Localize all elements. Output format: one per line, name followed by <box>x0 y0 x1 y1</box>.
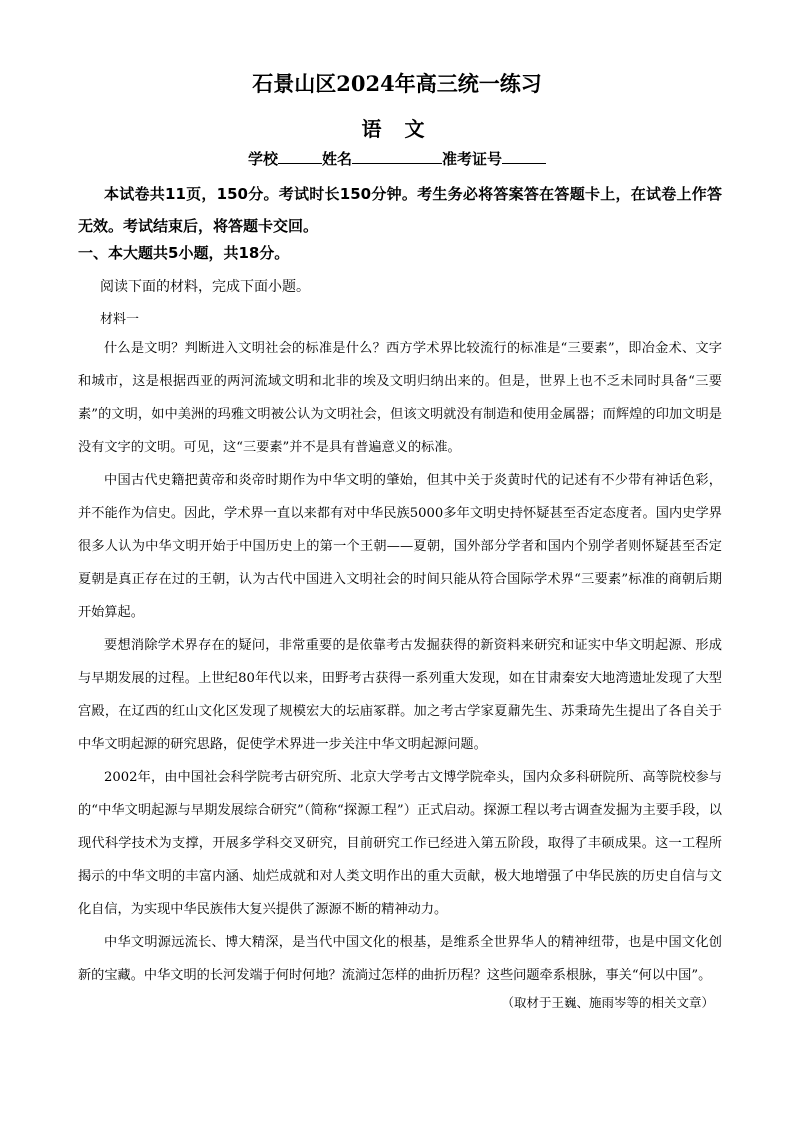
candidate-info-line <box>0 148 794 169</box>
material-label: 材料一 <box>100 312 140 327</box>
paragraph: 中华文明源远流长、博大精深，是当代中国文化的根基，是维系全世界华人的精神纽带，也是中国文化创新的宝藏。中华文明的长河发端于何时何地？流淌过怎样的曲折历程？这些问题牵系根脉，事关“何以中国”。 <box>78 935 722 983</box>
paragraph: 中国古代史籍把黄帝和炎帝时期作为中华文明的肇始，但其中关于炎黄时代的记述有不少带有神话色彩，并不能作为信史。因此，学术界一直以来都有对中华民族5000多年文明史持怀疑甚至否定态度者。国内史学界很多人认为中华文明开始于中国历史上的第一个王朝——夏朝，国外部分学者和国内个别学者则怀疑甚至否定夏朝是真正存在过的王朝，认为古代中国进入文明社会的时间只能从符合国际学术界“三要素”标准的商朝后期开始算起。 <box>78 473 722 620</box>
paragraph: 什么是文明？判断进入文明社会的标准是什么？西方学术界比较流行的标准是“三要素”，即冶金术、文字和城市，这是根据西亚的两河流域文明和北非的埃及文明归纳出来的。但是，世界上也不乏未同时具备“三要素”的文明，如中美洲的玛雅文明被公认为文明社会，但该文明就没有制造和使用金属器；而辉煌的印加文明是没有文字的文明。可见，这“三要素”并不是具有普遍意义的标准。 <box>78 341 722 455</box>
name-blank <box>352 149 442 164</box>
school-blank <box>278 149 322 164</box>
exam-id-blank <box>502 149 546 164</box>
paragraph: 要想消除学术界存在的疑问，非常重要的是依靠考古发掘获得的新资料来研究和证实中华文明起源、形成与早期发展的过程。上世纪80年代以来，田野考古获得一系列重大发现，如在甘肃秦安大地湾遗址发现了大型宫殿，在辽西的红山文化区发现了规模宏大的坛庙冢群。加之考古学家夏鼐先生、苏秉琦先生提出了各自关于中华文明起源的研究思路，促使学术界进一步关注中华文明起源问题。 <box>78 638 722 752</box>
exam-title: 石景山区2024年高三统一练习 <box>252 71 542 96</box>
source-citation: （取材于王巍、施雨岑等的相关文章） <box>501 995 714 1010</box>
subject-title: 语 文 <box>361 117 433 141</box>
reading-lead: 阅读下面的材料，完成下面小题。 <box>100 279 310 295</box>
exam-instructions: 本试卷共11页，150分。考试时长150分钟。考生务必将答案答在答题卡上，在试卷上作答无效。考试结束后，将答题卡交回。 <box>78 185 722 235</box>
section-heading: 一、本大题共5小题，共18分。 <box>78 244 290 262</box>
paragraph: 2002年，由中国社会科学院考古研究所、北京大学考古文博学院牵头，国内众多科研院所、高等院校参与的“中华文明起源与早期发展综合研究”（简称“探源工程”）正式启动。探源工程以考古调查发掘为主要手段，以现代科学技术为支撑，开展多学科交叉研究，目前研究工作已经进入第五阶段，取得了丰硕成果。这一工程所揭示的中华文明的丰富内涵、灿烂成就和对人类文明作出的重大贡献，极大地增强了中华民族的历史自信与文化自信，为实现中华民族伟大复兴提供了源源不断的精神动力。 <box>78 770 722 917</box>
exam-id-label: 准考证号 <box>442 150 503 168</box>
name-label: 姓名 <box>321 150 352 168</box>
school-label: 学校 <box>247 150 278 168</box>
material-body <box>78 332 722 992</box>
